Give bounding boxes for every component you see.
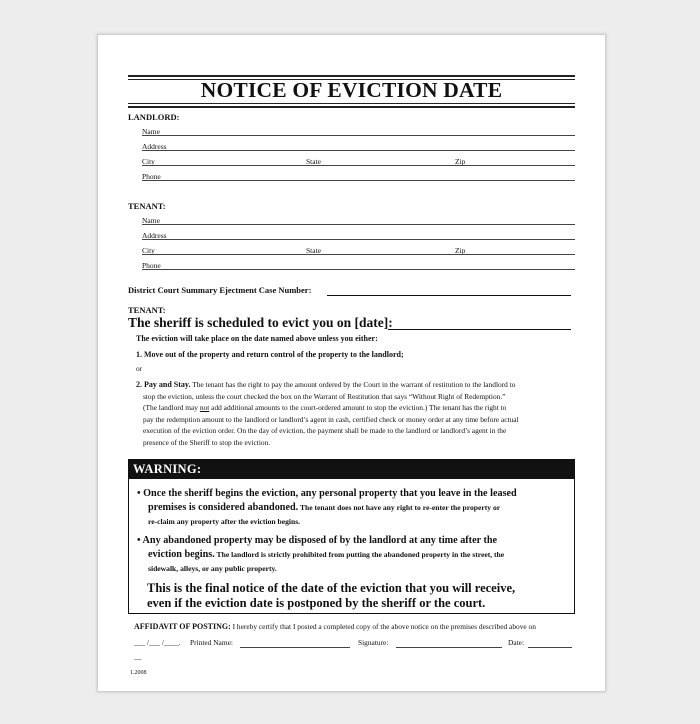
title-rule-top-1 [128,75,575,77]
title-rule-bottom-2 [128,106,575,108]
final-notice-line-1: This is the final notice of the date of the eviction that you will receive, [147,581,516,595]
warning-b2-line-3: sidewalk, alleys, or any public property. [148,564,277,573]
tenant-address-label: Address [142,231,167,240]
warning-b2-line-2-bold: eviction begins. [148,549,215,560]
final-notice [147,581,515,611]
warning-b1-line-1: • Once the sheriff begins the eviction, any personal property that you leave in the leased [137,488,517,499]
tenant-city-label: City [142,246,155,255]
footer-code: 1.2008 [130,670,147,676]
warning-b1-line-2-small: The tenant does not have any right to re-enter the property or [298,503,501,512]
warning-b2-line-2 [137,548,569,562]
final-notice-line-2: even if the eviction date is postponed by the sheriff or the court. [147,596,486,610]
warning-header-text: WARNING: [133,462,202,476]
title-rule-bottom-1 [128,103,575,104]
landlord-name-field[interactable] [142,135,575,136]
option-2-line-4: pay the redemption amount to the landlord or landlord’s agent in cash, certified check or money order at any time before actual [143,414,519,424]
tenant-zip-label: Zip [455,246,466,255]
printed-name-field[interactable] [240,647,350,648]
option-2-line-3 [136,402,576,414]
option-2-line-3-not: not [199,403,210,413]
tenant-label-2: TENANT: [128,305,166,315]
tenant-phone-field[interactable] [142,269,575,270]
tenant-name-field[interactable] [142,224,575,225]
affidavit-fields [134,637,574,651]
affidavit-text [134,621,536,633]
option-2-line-3-a: (The landlord may [143,403,200,413]
tenant-name-label: Name [142,216,160,225]
printed-name-label: Printed Name: [190,638,233,647]
date-field[interactable] [528,647,572,648]
date-label: Date: [508,638,525,647]
warning-b1-line-2 [137,501,569,515]
option-2-line-1 [136,379,576,391]
affidavit-statement: I hereby certify that I posted a completed copy of the above notice on the premises described above on [230,622,536,631]
warning-bullet-2 [137,534,569,576]
warning-b2-line-2-small: The landlord is strictly prohibited from putting the abandoned property in the street, the [214,550,505,559]
landlord-address-field[interactable] [142,150,575,151]
warning-b1-line-3: re-claim any property after the eviction begins. [148,517,301,526]
warning-b2-line-1: • Any abandoned property may be disposed of by the landlord at any time after the [137,535,498,546]
option-2-line-3-b: add additional amounts to the court-ordered amount to stop the eviction.) The tenant has the right to [209,403,507,413]
tenant-city-state-zip-field[interactable] [142,254,575,255]
option-2-line-2: stop the eviction, unless the court checked the box on the Warrant of Restitution that says “Without Right of Redemption.” [143,391,506,401]
warning-box [128,479,575,614]
signature-field[interactable] [396,647,502,648]
option-2-heading: 2. Pay and Stay. [136,380,191,389]
warning-b1-line-2-bold: premises is considered abandoned. [148,502,299,513]
landlord-state-label: State [306,157,321,166]
option-2-text-1: The tenant has the right to pay the amount ordered by the Court in the warrant of restitution to the landlord to [192,380,516,389]
landlord-city-label: City [142,157,155,166]
landlord-zip-label: Zip [455,157,466,166]
warning-header [128,459,575,479]
eviction-date-field[interactable] [388,329,571,330]
option-1: 1. Move out of the property and return control of the property to the landlord; [136,350,404,359]
case-number-label: District Court Summary Ejectment Case Number: [128,285,312,295]
landlord-phone-label: Phone [142,172,161,181]
option-2-block [136,379,576,449]
sheriff-date-label: The sheriff is scheduled to evict you on [date]: [128,315,393,330]
option-2-line-5: execution of the eviction order. On the day of eviction, the payment shall be made to the landlord or landlord’s agent in the [143,426,507,436]
landlord-label: LANDLORD: [128,112,180,122]
affidavit-trailing: __ [134,652,142,661]
tenant-state-label: State [306,246,321,255]
page-title: NOTICE OF EVICTION DATE [200,78,503,102]
landlord-address-label: Address [142,142,167,151]
warning-bullet-1 [137,487,569,529]
option-2-line-6: presence of the Sheriff to stop the eviction. [143,437,271,447]
affidavit-date-blank[interactable]: ___ /___ /____. [134,638,181,647]
or-text: or [136,364,143,373]
landlord-phone-field[interactable] [142,180,575,181]
signature-label: Signature: [358,638,389,647]
landlord-name-label: Name [142,127,160,136]
tenant-label: TENANT: [128,201,166,211]
case-number-field[interactable] [327,295,571,296]
form-page [97,34,606,692]
affidavit-label: AFFIDAVIT OF POSTING: [134,622,231,631]
landlord-city-state-zip-field[interactable] [142,165,575,166]
tenant-phone-label: Phone [142,261,161,270]
tenant-address-field[interactable] [142,239,575,240]
eviction-intro: The eviction will take place on the date named above unless you either: [136,334,378,343]
